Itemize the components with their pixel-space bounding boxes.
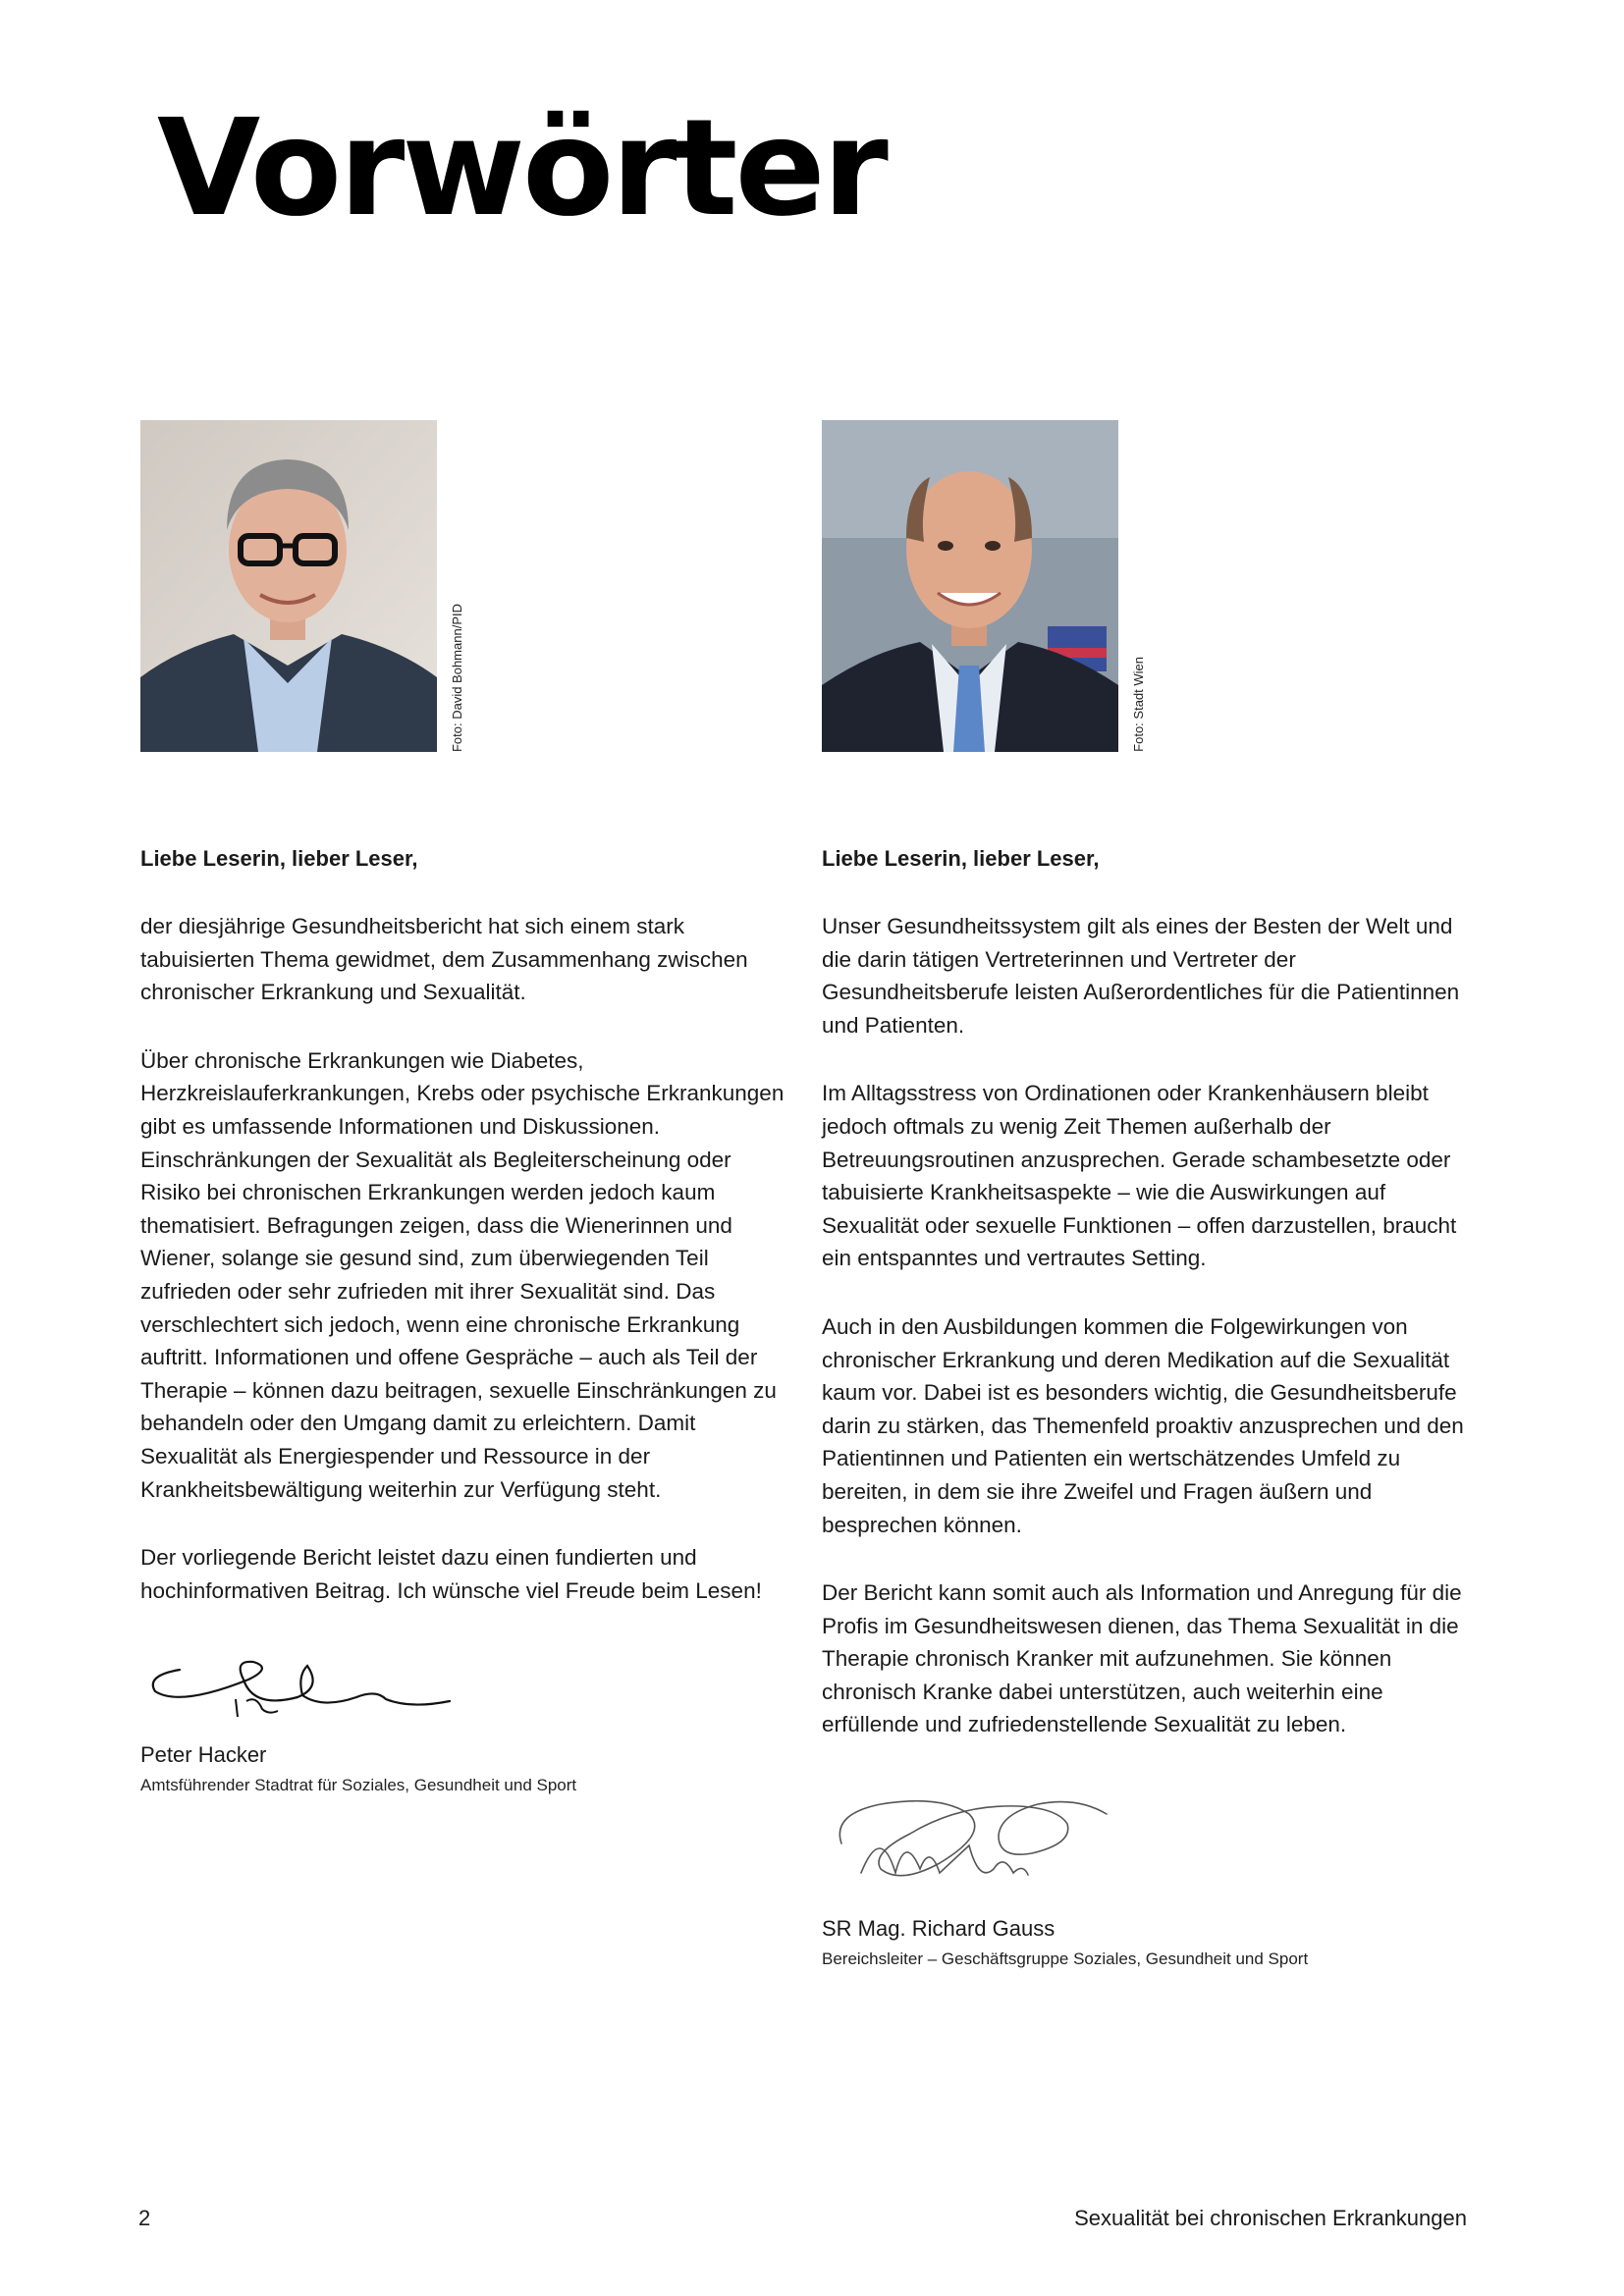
paragraph-right-3: Auch in den Ausbildungen kommen die Folgewirkungen von chronischer Erkrankung und deren Medikation auf die Sexualität kaum vor. Dabei ist es besonders wichtig, die Gesundheitsberufe darin zu stärken, das Themenfeld proaktiv anzusprechen und den Patientinnen und Patienten ein wertschätzendes Umfeld zu bereiten, in dem sie ihre Zweifel und Fragen äußern und besprechen können. [822,1313,1464,1537]
foreword-left [140,420,788,1797]
page-number: 2 [138,2206,151,2230]
signer-name-right: SR Mag. Richard Gauss [822,1916,1056,1942]
paragraph-right-1: Unser Gesundheitssystem gilt als eines der Besten der Welt und die darin tätigen Vertreterinnen und Vertreter der Gesundheitsberufe leisten Außerordentliches für die Patientinnen und Patienten. [822,914,1460,1038]
portrait-right-container [822,420,1146,752]
running-title: Sexualität bei chronischen Erkrankungen [1074,2206,1467,2230]
signature-richard-gauss [822,1775,1146,1902]
signer-role-right: Bereichsleiter – Geschäftsgruppe Soziales, Gesundheit und Sport [822,1949,1309,1969]
paragraph-right-4: Der Bericht kann somit auch als Information und Anregung für die Profis im Gesundheitswesen dienen, das Thema Sexualität in die Therapie chronisch Kranker mit aufzunehmen. Sie können chronisch Kranke dabei unterstützen, auch weiterhin eine erfüllende und zufriedenstellende Sexualität zu leben. [822,1580,1462,1737]
paragraph-left-1: der diesjährige Gesundheitsbericht hat sich einem stark tabuisierten Thema gewidmet, dem Zusammenhang zwischen chronischer Erkrankung und Sexualität. [140,914,748,1005]
photo-credit-right: Foto: Stadt Wien [1131,657,1146,752]
signer-role-left: Amtsführender Stadtrat für Soziales, Gesundheit und Sport [140,1776,577,1795]
portrait-photo-peter-hacker [140,420,437,752]
signer-name-left: Peter Hacker [140,1742,267,1768]
greeting-right: Liebe Leserin, lieber Leser, [822,846,1100,871]
portrait-left-container [140,420,464,752]
greeting-left: Liebe Leserin, lieber Leser, [140,846,418,871]
signature-peter-hacker [140,1640,464,1729]
portrait-photo-richard-gauss [822,420,1118,752]
paragraph-left-2: Über chronische Erkrankungen wie Diabetes, Herzkreislauferkrankungen, Krebs oder psychische Erkrankungen gibt es umfassende Informationen und Diskussionen. Einschränkungen der Sexualität als Begleiterscheinung oder Risiko bei chronischen Erkrankungen werden jedoch kaum thematisiert. Befragungen zeigen, dass die Wienerinnen und Wiener, solange sie gesund sind, zum überwiegenden Teil zufrieden oder sehr zufrieden mit ihrer Sexualität sind. Das verschlechtert sich jedoch, wenn eine chronische Erkrankung auftritt. Informationen und offene Gespräche – auch als Teil der Therapie – können dazu beitragen, sexuelle Einschränkungen zu behandeln oder den Umgang damit zu erleichtern. Damit Sexualität als Energiespender und Ressource in der Krankheitsbewältigung weiterhin zur Verfügung steht. [140,1047,785,1502]
paragraph-right-2: Im Alltagsstress von Ordinationen oder Krankenhäusern bleibt jedoch oftmals zu wenig Zeit Themen außerhalb der Betreuungsroutinen anzusprechen. Gerade schambesetzte oder tabuisierte Krankheitsaspekte – wie die Auswirkungen auf Sexualität oder sexuelle Funktionen – offen darzustellen, braucht ein entspanntes und vertrautes Setting. [822,1081,1457,1271]
foreword-right [822,420,1470,1971]
page-title: Vorwörter [157,91,886,246]
paragraph-left-3: Der vorliegende Bericht leistet dazu einen fundierten und hochinformativen Beitrag. Ich wünsche viel Freude beim Lesen! [140,1545,762,1603]
photo-credit-left: Foto: David Bohmann/PID [450,603,464,752]
